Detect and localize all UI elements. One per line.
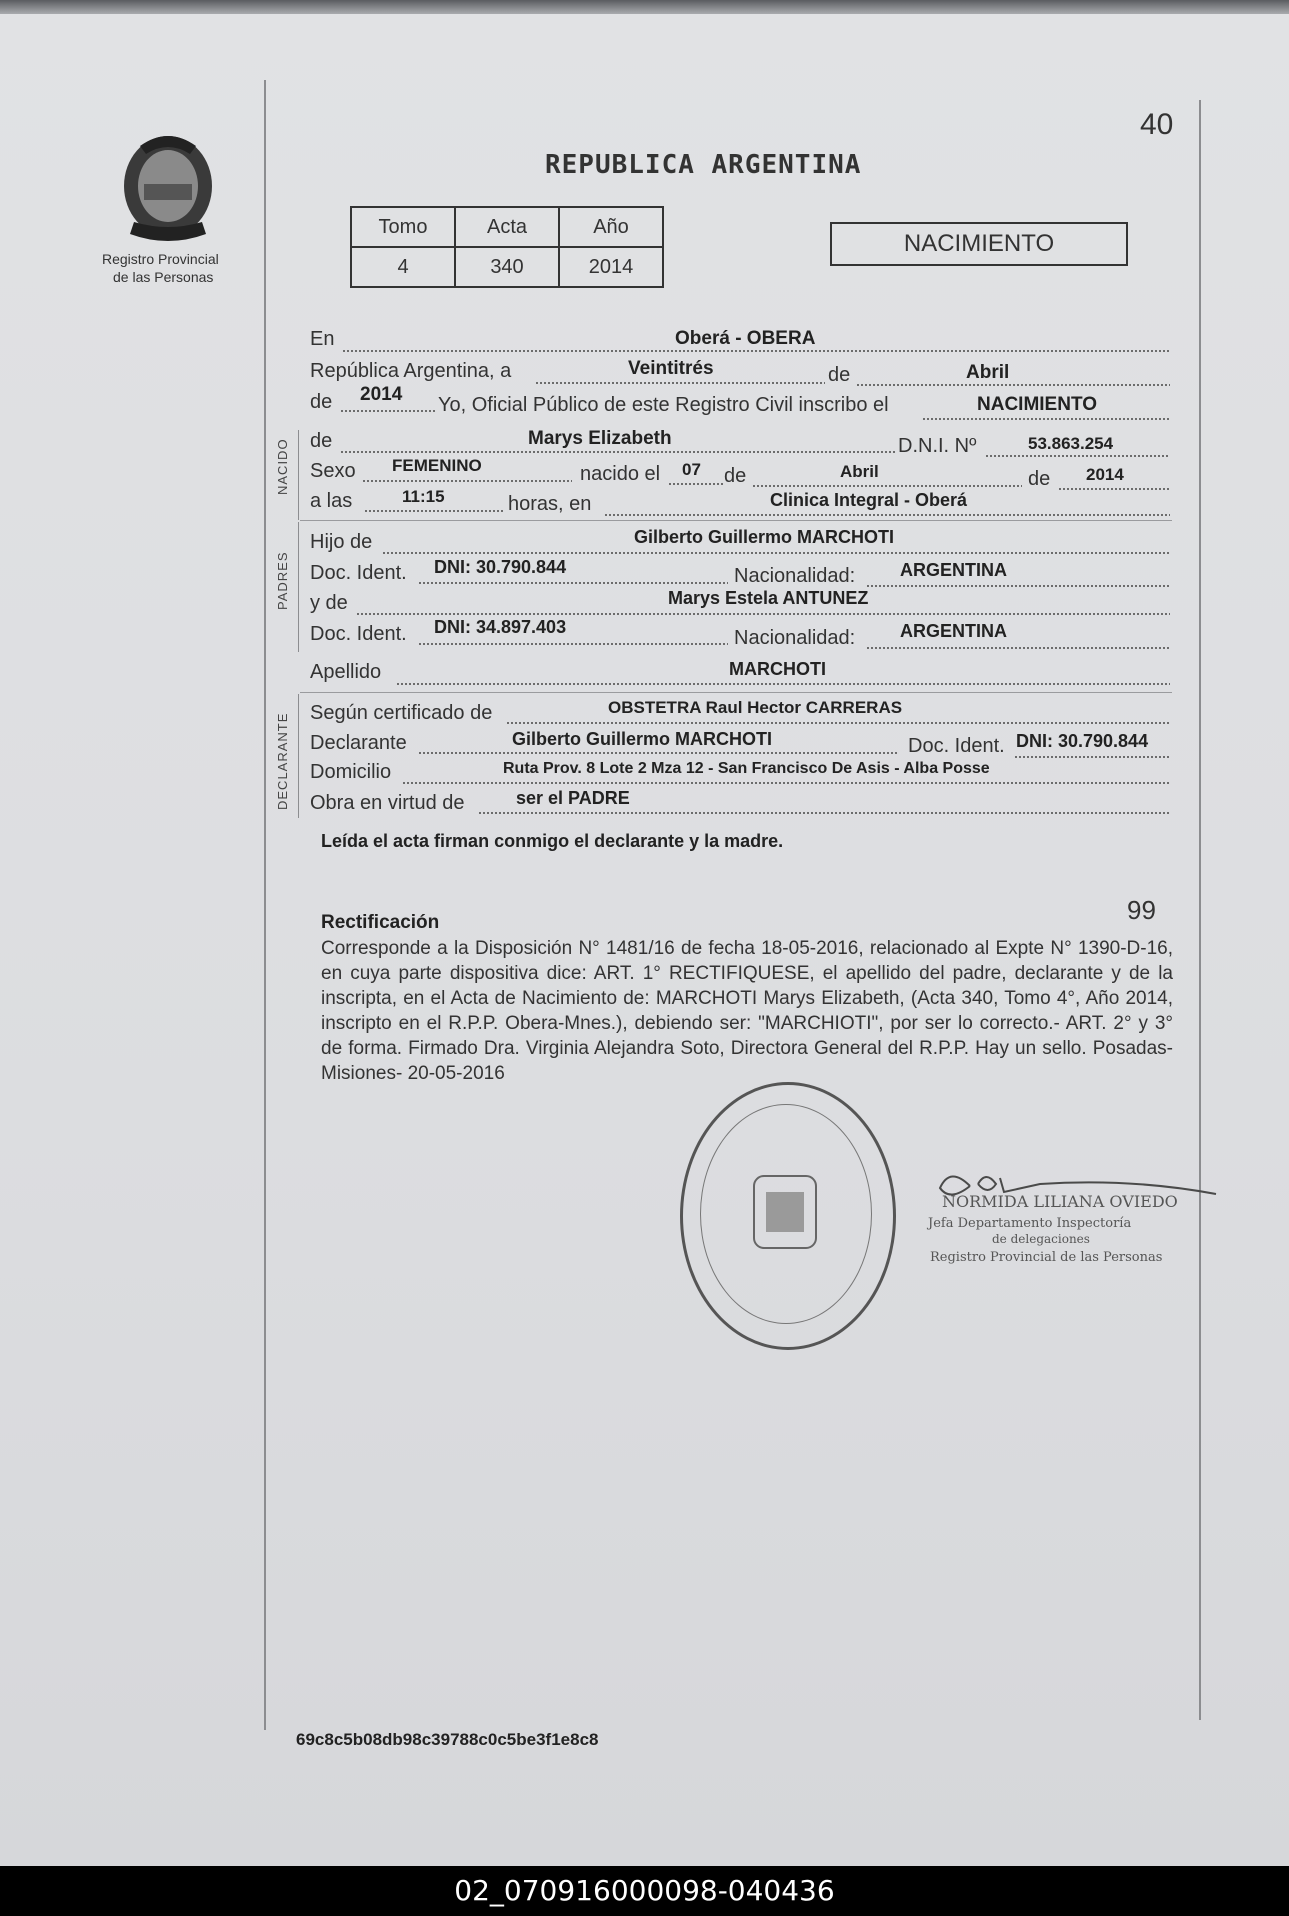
- value-hora: 11:15: [402, 487, 445, 506]
- value-tomo: 4: [351, 247, 455, 287]
- value-madre-nac: ARGENTINA: [900, 621, 1007, 641]
- header-anio: Año: [559, 207, 663, 247]
- signatory-role1: Jefa Departamento Inspectoría: [928, 1216, 1132, 1231]
- label-de-mes-nac: de: [724, 465, 747, 487]
- scan-top-edge: [0, 0, 1289, 14]
- section-rule-nacido: [298, 430, 299, 520]
- section-rule-declarante: [298, 694, 299, 818]
- dotted-line: [418, 582, 728, 584]
- value-madre: Marys Estela ANTUNEZ: [668, 588, 869, 608]
- value-dia-nac: 07: [682, 460, 701, 479]
- divider-apellido: [300, 692, 1172, 693]
- label-nacionalidad-madre: Nacionalidad:: [734, 627, 856, 649]
- label-nacionalidad-padre: Nacionalidad:: [734, 565, 856, 587]
- label-doc-ident-declarante: Doc. Ident.: [908, 735, 1005, 757]
- label-hijo-de: Hijo de: [310, 531, 373, 553]
- dotted-line: [478, 812, 1170, 814]
- label-de-anio: de: [310, 391, 333, 413]
- rectificacion-text: Corresponde a la Disposición N° 1481/16 de fecha 18-05-2016, relacionado al Expte N° 1390-D-16, en cuya parte dispositiva dice: ART. 1° RECTIFIQUESE, el apellido del padre, declarante y de la inscripta, en el Acta de Nacimiento de: MARCHOTI Marys Elizabeth, (Acta 340, Tomo 4°, Año 2014, inscripto en el R.P.P. Obera-Mnes.), debiendo ser: "MARCHIOTI", por ser lo correcto.- ART. 2° y 3° de forma. Firmado Dra. Virginia Alejandra Soto, Directora General del R.P.P. Hay un sello. Posadas- Misiones- 20-05-2016: [321, 938, 1173, 1084]
- label-declarante: Declarante: [310, 732, 407, 754]
- value-apellido: MARCHOTI: [729, 659, 826, 679]
- document-hash: 69c8c5b08db98c39788c0c5be3f1e8c8: [296, 1730, 599, 1749]
- value-padre-dni: DNI: 30.790.844: [434, 557, 567, 577]
- label-republica: República Argentina, a: [310, 360, 512, 382]
- label-dni: D.N.I. Nº: [898, 435, 977, 457]
- divider-nacido: [300, 520, 1172, 521]
- value-declarante: Gilberto Guillermo MARCHOTI: [512, 729, 773, 749]
- value-tipo: NACIMIENTO: [977, 394, 1097, 415]
- dotted-line: [340, 410, 436, 412]
- label-a-las: a las: [310, 490, 353, 512]
- dotted-line: [402, 782, 1170, 784]
- value-virtud: ser el PADRE: [516, 788, 630, 808]
- dotted-line: [1014, 756, 1170, 758]
- value-anio-nac: 2014: [1086, 465, 1124, 484]
- value-mes-nac: Abril: [840, 462, 879, 481]
- label-apellido: Apellido: [310, 661, 382, 683]
- value-dia-letras: Veintitrés: [628, 358, 714, 379]
- signatory-name: NORMIDA LILIANA OVIEDO: [942, 1192, 1178, 1211]
- signatory-role2: de delegaciones: [992, 1232, 1090, 1246]
- dotted-line: [535, 382, 825, 384]
- right-margin-rule: [1199, 100, 1201, 1720]
- rectificacion-number: 99: [1127, 895, 1156, 925]
- value-declarante-dni: DNI: 30.790.844: [1016, 731, 1149, 751]
- label-doc-ident-madre: Doc. Ident.: [310, 623, 407, 645]
- value-sexo: FEMENINO: [392, 456, 482, 475]
- dotted-line: [418, 643, 728, 645]
- dotted-line: [668, 483, 723, 485]
- dotted-line: [418, 752, 898, 754]
- dotted-line: [866, 647, 1170, 649]
- dotted-line: [506, 722, 1170, 724]
- dotted-line: [1058, 488, 1170, 490]
- dotted-line: [752, 485, 1022, 487]
- label-domicilio: Domicilio: [310, 761, 392, 783]
- dotted-line: [342, 350, 1170, 352]
- value-nombre: Marys Elizabeth: [528, 428, 672, 449]
- header-acta: Acta: [455, 207, 559, 247]
- label-en: En: [310, 328, 335, 350]
- section-label-declarante: DECLARANTE: [275, 712, 290, 810]
- value-anio: 2014: [559, 247, 663, 287]
- signatory-role3: Registro Provincial de las Personas: [930, 1250, 1163, 1265]
- record-reference-table: [350, 206, 664, 288]
- dotted-line: [396, 683, 1170, 685]
- dotted-line: [382, 552, 1170, 554]
- header-tomo: Tomo: [351, 207, 455, 247]
- label-sexo: Sexo: [310, 460, 356, 482]
- section-rule-padres: [298, 522, 299, 652]
- value-anio: 2014: [360, 384, 403, 405]
- label-obra: Obra en virtud de: [310, 792, 465, 814]
- value-dni: 53.863.254: [1028, 434, 1114, 453]
- province-coat-of-arms-icon: [110, 124, 226, 244]
- label-horas-en: horas, en: [508, 493, 592, 515]
- document-type-box: NACIMIENTO: [830, 222, 1128, 266]
- registry-name-line1: Registro Provincial: [102, 251, 219, 267]
- label-segun: Según certificado de: [310, 702, 493, 724]
- value-acta: 340: [455, 247, 559, 287]
- label-de-nombre: de: [310, 430, 333, 452]
- value-certificado: OBSTETRA Raul Hector CARRERAS: [608, 698, 903, 717]
- section-label-padres: PADRES: [275, 551, 290, 610]
- left-margin-rule: [264, 80, 266, 1730]
- signature-note: Leída el acta firman conmigo el declarante y la madre.: [321, 831, 784, 851]
- dotted-line: [922, 418, 1170, 420]
- value-mes: Abril: [966, 362, 1010, 383]
- dotted-line: [856, 384, 1170, 386]
- value-lugar: Oberá - OBERA: [675, 328, 816, 349]
- label-yo: Yo, Oficial Público de este Registro Civil inscribo el: [438, 394, 889, 416]
- value-padre-nac: ARGENTINA: [900, 560, 1007, 580]
- label-nacido-el: nacido el: [580, 463, 661, 485]
- label-y-de: y de: [310, 592, 348, 614]
- section-label-nacido: NACIDO: [275, 438, 290, 495]
- seal-emblem-icon: [748, 1166, 822, 1258]
- registry-name-line2: de las Personas: [113, 269, 214, 285]
- dotted-line: [340, 451, 895, 453]
- dotted-line: [362, 480, 572, 482]
- dotted-line: [985, 455, 1170, 457]
- rectificacion-title: Rectificación: [321, 912, 440, 933]
- value-domicilio: Ruta Prov. 8 Lote 2 Mza 12 - San Francisco De Asis - Alba Posse: [503, 760, 990, 777]
- footer-id-bar: 02_070916000098-040436: [0, 1866, 1289, 1916]
- value-padre: Gilberto Guillermo MARCHOTI: [634, 527, 895, 547]
- label-de-anio-nac: de: [1028, 468, 1051, 490]
- value-lugar-nac: Clinica Integral - Oberá: [770, 490, 968, 510]
- label-doc-ident-padre: Doc. Ident.: [310, 562, 407, 584]
- dotted-line: [356, 613, 1170, 615]
- country-title: REPUBLICA ARGENTINA: [545, 150, 862, 180]
- label-de: de: [828, 364, 851, 386]
- page-number: 40: [1140, 108, 1174, 141]
- dotted-line: [604, 514, 1170, 516]
- dotted-line: [364, 510, 504, 512]
- value-madre-dni: DNI: 34.897.403: [434, 617, 567, 637]
- dotted-line: [866, 585, 1170, 587]
